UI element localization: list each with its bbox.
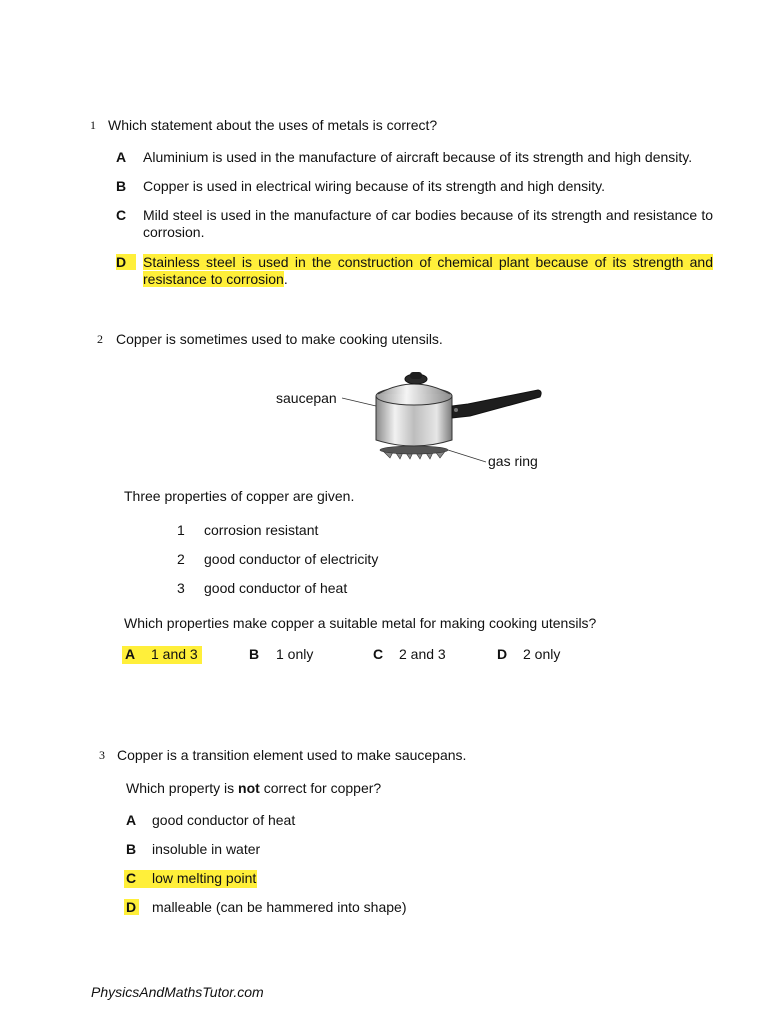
- property-number: 1: [177, 522, 185, 538]
- property-text: good conductor of electricity: [204, 551, 379, 567]
- option-letter: A: [125, 646, 136, 662]
- option-text: 2 only: [523, 646, 561, 662]
- prompt-text: correct for copper?: [259, 780, 382, 796]
- figure-label-saucepan: saucepan: [276, 390, 337, 406]
- footer-site-name: PhysicsAndMathsTutor.com: [91, 984, 264, 1000]
- question-prompt: [126, 780, 381, 796]
- option-text: 1 only: [276, 646, 314, 662]
- section-intro: Three properties of copper are given.: [124, 488, 355, 504]
- option-text: malleable (can be hammered into shape): [152, 899, 407, 915]
- saucepan: [376, 372, 541, 446]
- option-letter: D: [497, 646, 508, 662]
- prompt-emphasis: not: [238, 780, 260, 796]
- option-text: good conductor of heat: [152, 812, 296, 828]
- figure-label-gas-ring: gas ring: [488, 453, 538, 469]
- option-letter: C: [373, 646, 384, 662]
- question-prompt: Which properties make copper a suitable metal for making cooking utensils?: [124, 615, 597, 631]
- leader-line-gas-ring: [448, 450, 486, 462]
- saucepan-figure: [330, 360, 550, 470]
- option-text-highlighted: [143, 254, 713, 288]
- option-text: 2 and 3: [399, 646, 446, 662]
- option-text: 1 and 3: [151, 646, 198, 662]
- question-text: Which statement about the uses of metals is correct?: [108, 117, 438, 133]
- question-number: 1: [90, 118, 96, 132]
- option-text: Aluminium is used in the manufacture of aircraft because of its strength and high density.: [143, 149, 693, 165]
- question-number: 2: [97, 332, 103, 346]
- option-text: low melting point: [152, 870, 257, 886]
- option-letter-highlighted: D: [116, 254, 136, 270]
- property-text: good conductor of heat: [204, 580, 348, 596]
- property-number: 3: [177, 580, 185, 596]
- option-text: Copper is used in electrical wiring because of its strength and high density.: [143, 178, 605, 194]
- option-text: Mild steel is used in the manufacture of car bodies because of its strength and resistance to corrosion.: [143, 207, 713, 240]
- question-number: 3: [99, 748, 105, 762]
- prompt-text: Which property is: [126, 780, 239, 796]
- property-number: 2: [177, 551, 185, 567]
- question-text: Copper is sometimes used to make cooking utensils.: [116, 331, 443, 347]
- option-letter: B: [116, 178, 127, 194]
- property-text: corrosion resistant: [204, 522, 319, 538]
- gas-ring: [380, 446, 448, 459]
- option-letter: C: [126, 870, 137, 886]
- option-text: insoluble in water: [152, 841, 261, 857]
- option-letter: A: [126, 812, 137, 828]
- question-text: Copper is a transition element used to make saucepans.: [117, 747, 467, 763]
- option-letter: A: [116, 149, 127, 165]
- option-letter: C: [116, 207, 127, 223]
- option-letter-highlighted: D: [124, 899, 139, 915]
- option-letter: B: [126, 841, 137, 857]
- trailing-period: .: [283, 271, 288, 287]
- option-letter: B: [249, 646, 260, 662]
- leader-line-saucepan: [342, 398, 376, 406]
- highlighted-answer: Stainless steel is used in the construction of chemical plant because of its strength and resistance to corrosion: [143, 254, 713, 287]
